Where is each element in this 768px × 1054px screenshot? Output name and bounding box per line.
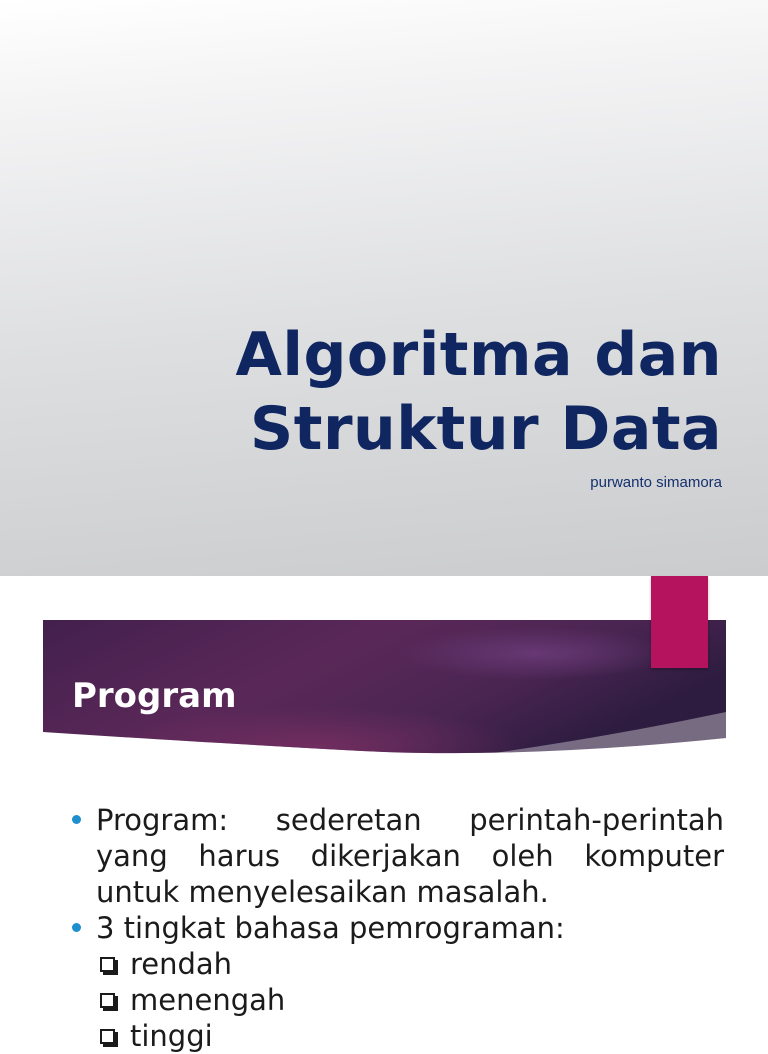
title-banner [43,620,726,756]
bullet-text: 3 tingkat bahasa pemrograman: [96,911,565,945]
slide-body [70,802,724,1054]
sub-item-text: rendah [130,947,233,981]
sub-item-text: tinggi [130,1019,213,1053]
bullet-dot-icon [72,815,81,824]
author-subtitle: purwanto simamora [590,474,722,491]
checkbox-square-icon [100,993,115,1008]
bullet-item [70,910,724,946]
title-line-2: Struktur Data [250,394,722,464]
slide-title [235,318,722,466]
title-line-1: Algoritma dan [235,320,722,390]
sub-item-text: menengah [130,983,286,1017]
sub-item [70,946,724,982]
bullet-text: Program: sederetan perintah-perintah yang harus dikerjakan oleh komputer untuk menyelesaikan masalah. [96,803,724,909]
bullet-dot-icon [72,923,81,932]
sub-item [70,982,724,1018]
bullet-item [70,802,724,910]
checkbox-square-icon [100,957,115,972]
checkbox-square-icon [100,1029,115,1044]
sub-item [70,1018,724,1054]
accent-tab [651,576,708,668]
content-slide [0,576,768,1053]
slide-heading: Program [72,676,237,716]
